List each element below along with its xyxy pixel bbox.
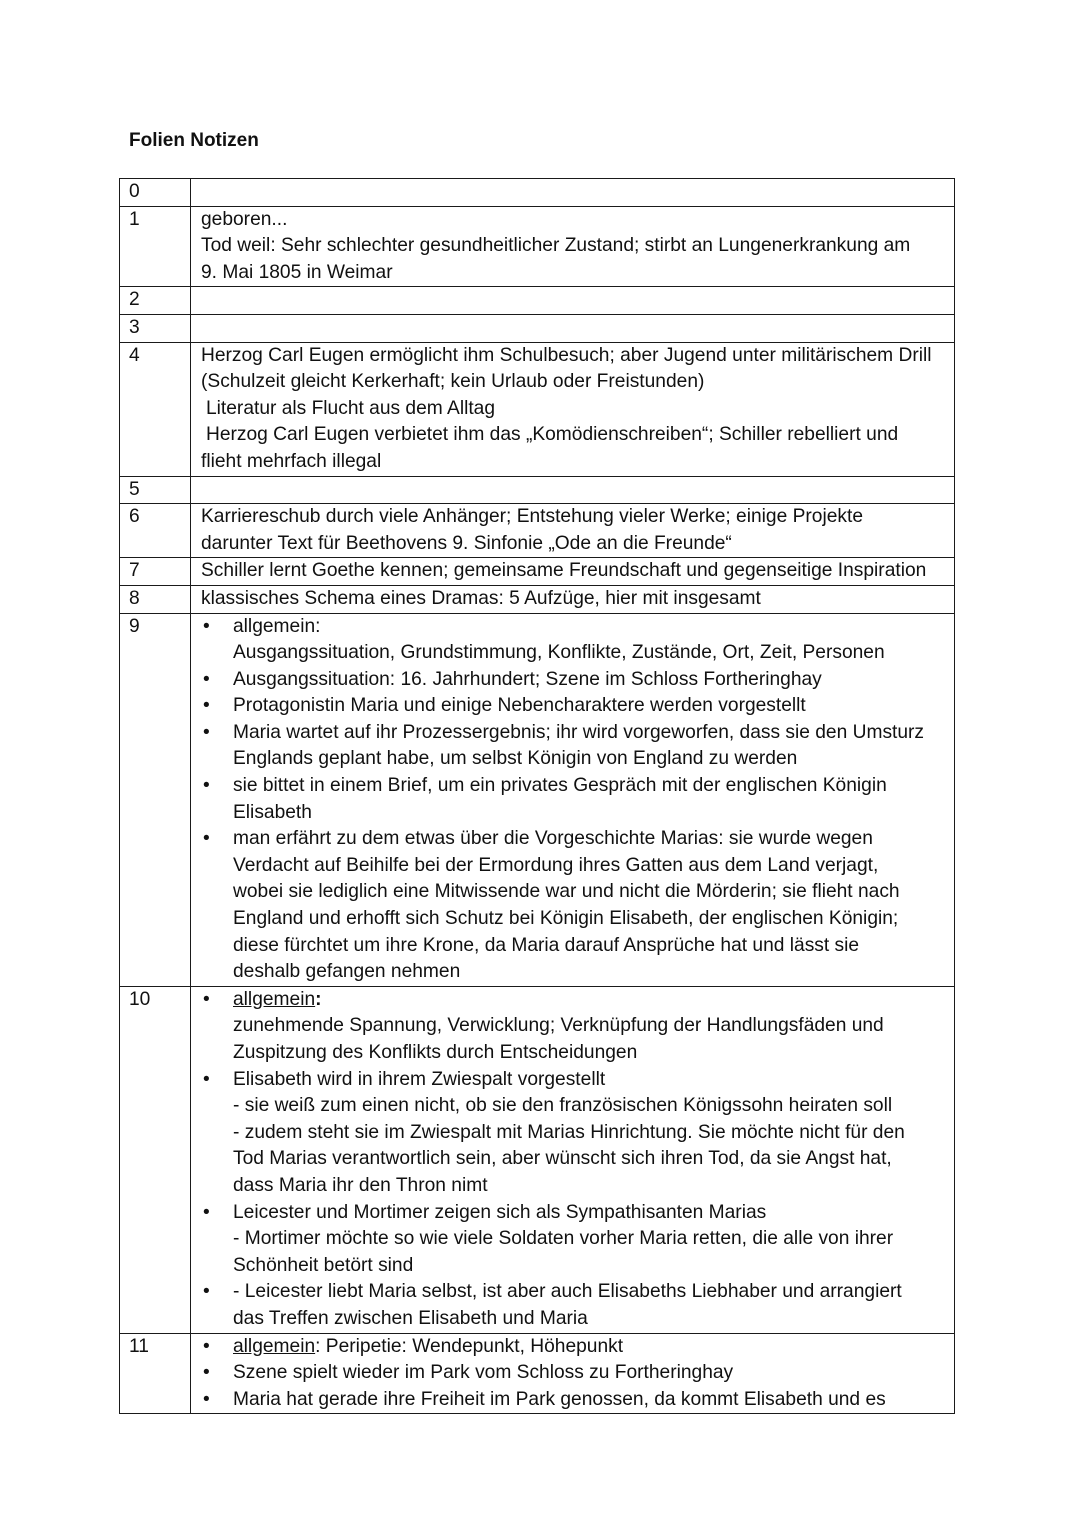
row-number: 7 [120, 558, 191, 586]
list-item [201, 773, 950, 826]
list-item [201, 1200, 950, 1280]
text-line: das Treffen zwischen Elisabeth und Maria [233, 1307, 588, 1329]
text-line: wobei sie lediglich eine Mitwissende war und nicht die Mörderin; sie flieht nach [233, 881, 900, 903]
text-line: • allgemein: [233, 615, 321, 637]
row-number: 9 [120, 613, 191, 986]
text-line: diese fürchtet um ihre Krone, da Maria darauf Ansprüche hat und lässt sie [233, 934, 860, 956]
row-content [191, 206, 955, 287]
row-content [191, 179, 955, 207]
label-rest: : Peripetie: Wendepunkt, Höhepunkt [315, 1335, 624, 1357]
list-item [201, 667, 950, 694]
table-row [120, 342, 955, 476]
bold-colon: : [315, 988, 322, 1010]
list-item [201, 1279, 950, 1332]
bullet-list [201, 987, 950, 1333]
underlined-label: allgemein [233, 988, 316, 1010]
text-line: - zudem steht sie im Zwiespalt mit Marias Hinrichtung. Sie möchte nicht für den [233, 1121, 905, 1143]
text-line: Englands geplant habe, um selbst Königin von England zu werden [233, 748, 798, 770]
text-line: • Szene spielt wieder im Park vom Schloss zu Fortheringhay [233, 1362, 734, 1384]
row-number: 1 [120, 206, 191, 287]
row-content [191, 314, 955, 342]
text-line [233, 1334, 950, 1361]
table-row [120, 206, 955, 287]
text-line: dass Maria ihr den Thron nimt [233, 1174, 488, 1196]
list-item [201, 693, 950, 720]
row-content [191, 585, 955, 613]
table-row [120, 613, 955, 986]
text-line: • Protagonistin Maria und einige Nebencharaktere werden vorgestellt [233, 695, 806, 717]
text-line: • Maria wartet auf ihr Prozessergebnis; ihr wird vorgeworfen, dass sie den Umsturz [233, 721, 925, 743]
list-item [201, 1334, 950, 1361]
table-row [120, 1333, 955, 1414]
text-line: Literatur als Flucht aus dem Alltag [206, 397, 496, 419]
text-line: • man erfährt zu dem etwas über die Vorgeschichte Marias: sie wurde wegen [233, 828, 873, 850]
text-line: • Elisabeth wird in ihrem Zwiespalt vorgestellt [233, 1068, 606, 1090]
table-row [120, 585, 955, 613]
bullet-list [201, 614, 950, 986]
row-content [191, 558, 955, 586]
row-number: 8 [120, 585, 191, 613]
text-line: - Mortimer möchte so wie viele Soldaten vorher Maria retten, die alle von ihrer [233, 1228, 894, 1250]
text-line: Verdacht auf Beihilfe bei der Ermordung ihres Gatten aus dem Land verjagt, [233, 854, 879, 876]
table-row [120, 504, 955, 558]
text-line: zunehmende Spannung, Verwicklung; Verknüpfung der Handlungsfäden und [233, 1015, 884, 1037]
row-number: 10 [120, 986, 191, 1333]
table-row [120, 986, 955, 1333]
notes-table [119, 178, 955, 1414]
page-title: Folien Notizen [129, 130, 259, 151]
row-content [191, 476, 955, 504]
text-line: Elisabeth [233, 801, 312, 823]
text-line: Schiller lernt Goethe kennen; gemeinsame Freundschaft und gegenseitige Inspiration [201, 560, 927, 582]
row-number: 3 [120, 314, 191, 342]
text-line: Herzog Carl Eugen verbietet ihm das „Komödienschreiben“; Schiller rebelliert und [206, 424, 899, 446]
row-number: 0 [120, 179, 191, 207]
text-line: klassisches Schema eines Dramas: 5 Aufzüge, hier mit insgesamt [201, 587, 761, 609]
row-number: 11 [120, 1333, 191, 1414]
text-line: • Maria hat gerade ihre Freiheit im Park genossen, da kommt Elisabeth und es [233, 1388, 886, 1410]
text-line: Tod Marias verantwortlich sein, aber wünscht sich ihren Tod, da sie Angst hat, [233, 1148, 892, 1170]
list-item [201, 1387, 950, 1414]
text-line: • Ausgangssituation: 16. Jahrhundert; Szene im Schloss Fortheringhay [233, 668, 822, 690]
row-content [191, 342, 955, 476]
text-line: geboren... [201, 208, 288, 230]
list-item [201, 826, 950, 986]
row-number: 2 [120, 287, 191, 315]
table-row [120, 558, 955, 586]
table-row [120, 314, 955, 342]
text-line: flieht mehrfach illegal [201, 450, 382, 472]
list-item [201, 1360, 950, 1387]
list-item [201, 614, 950, 667]
text-line: Zuspitzung des Konflikts durch Entscheidungen [233, 1042, 638, 1063]
text-line: • Leicester und Mortimer zeigen sich als Sympathisanten Marias [233, 1201, 767, 1223]
text-line: Schönheit betört sind [233, 1254, 414, 1276]
text-line: darunter Text für Beethovens 9. Sinfonie „Ode an die Freunde“ [201, 532, 732, 554]
text-line: - sie weiß zum einen nicht, ob sie den französischen Königssohn heiraten soll [233, 1095, 893, 1117]
row-number: 5 [120, 476, 191, 504]
list-item [201, 720, 950, 773]
list-item [201, 1067, 950, 1200]
text-line: • - Leicester liebt Maria selbst, ist aber auch Elisabeths Liebhaber und arrangiert [233, 1281, 902, 1303]
text-line: • sie bittet in einem Brief, um ein privates Gespräch mit der englischen Königin [233, 775, 887, 797]
text-line: Tod weil: Sehr schlechter gesundheitlicher Zustand; stirbt an Lungenerkrankung am [201, 235, 911, 257]
row-content [191, 287, 955, 315]
text-line: Herzog Carl Eugen ermöglicht ihm Schulbesuch; aber Jugend unter militärischem Drill [201, 344, 932, 366]
bullet-list [201, 1334, 950, 1414]
underlined-label: allgemein [233, 1335, 316, 1357]
list-item [201, 987, 950, 1067]
text-line: (Schulzeit gleicht Kerkerhaft; kein Urlaub oder Freistunden) [201, 371, 705, 393]
row-number: 4 [120, 342, 191, 476]
row-content [191, 504, 955, 558]
row-content [191, 613, 955, 986]
table-row [120, 287, 955, 315]
text-line: Ausgangssituation, Grundstimmung, Konflikte, Zustände, Ort, Zeit, Personen [233, 642, 885, 664]
row-number: 6 [120, 504, 191, 558]
text-line: Karriereschub durch viele Anhänger; Entstehung vieler Werke; einige Projekte [201, 506, 863, 528]
text-line: England und erhofft sich Schutz bei Königin Elisabeth, der englischen Königin; [233, 908, 899, 930]
text-line: 9. Mai 1805 in Weimar [201, 261, 393, 283]
row-content [191, 986, 955, 1333]
text-line: deshalb gefangen nehmen [233, 961, 461, 983]
row-content [191, 1333, 955, 1414]
table-row [120, 179, 955, 207]
text-line [233, 987, 950, 1014]
table-row [120, 476, 955, 504]
